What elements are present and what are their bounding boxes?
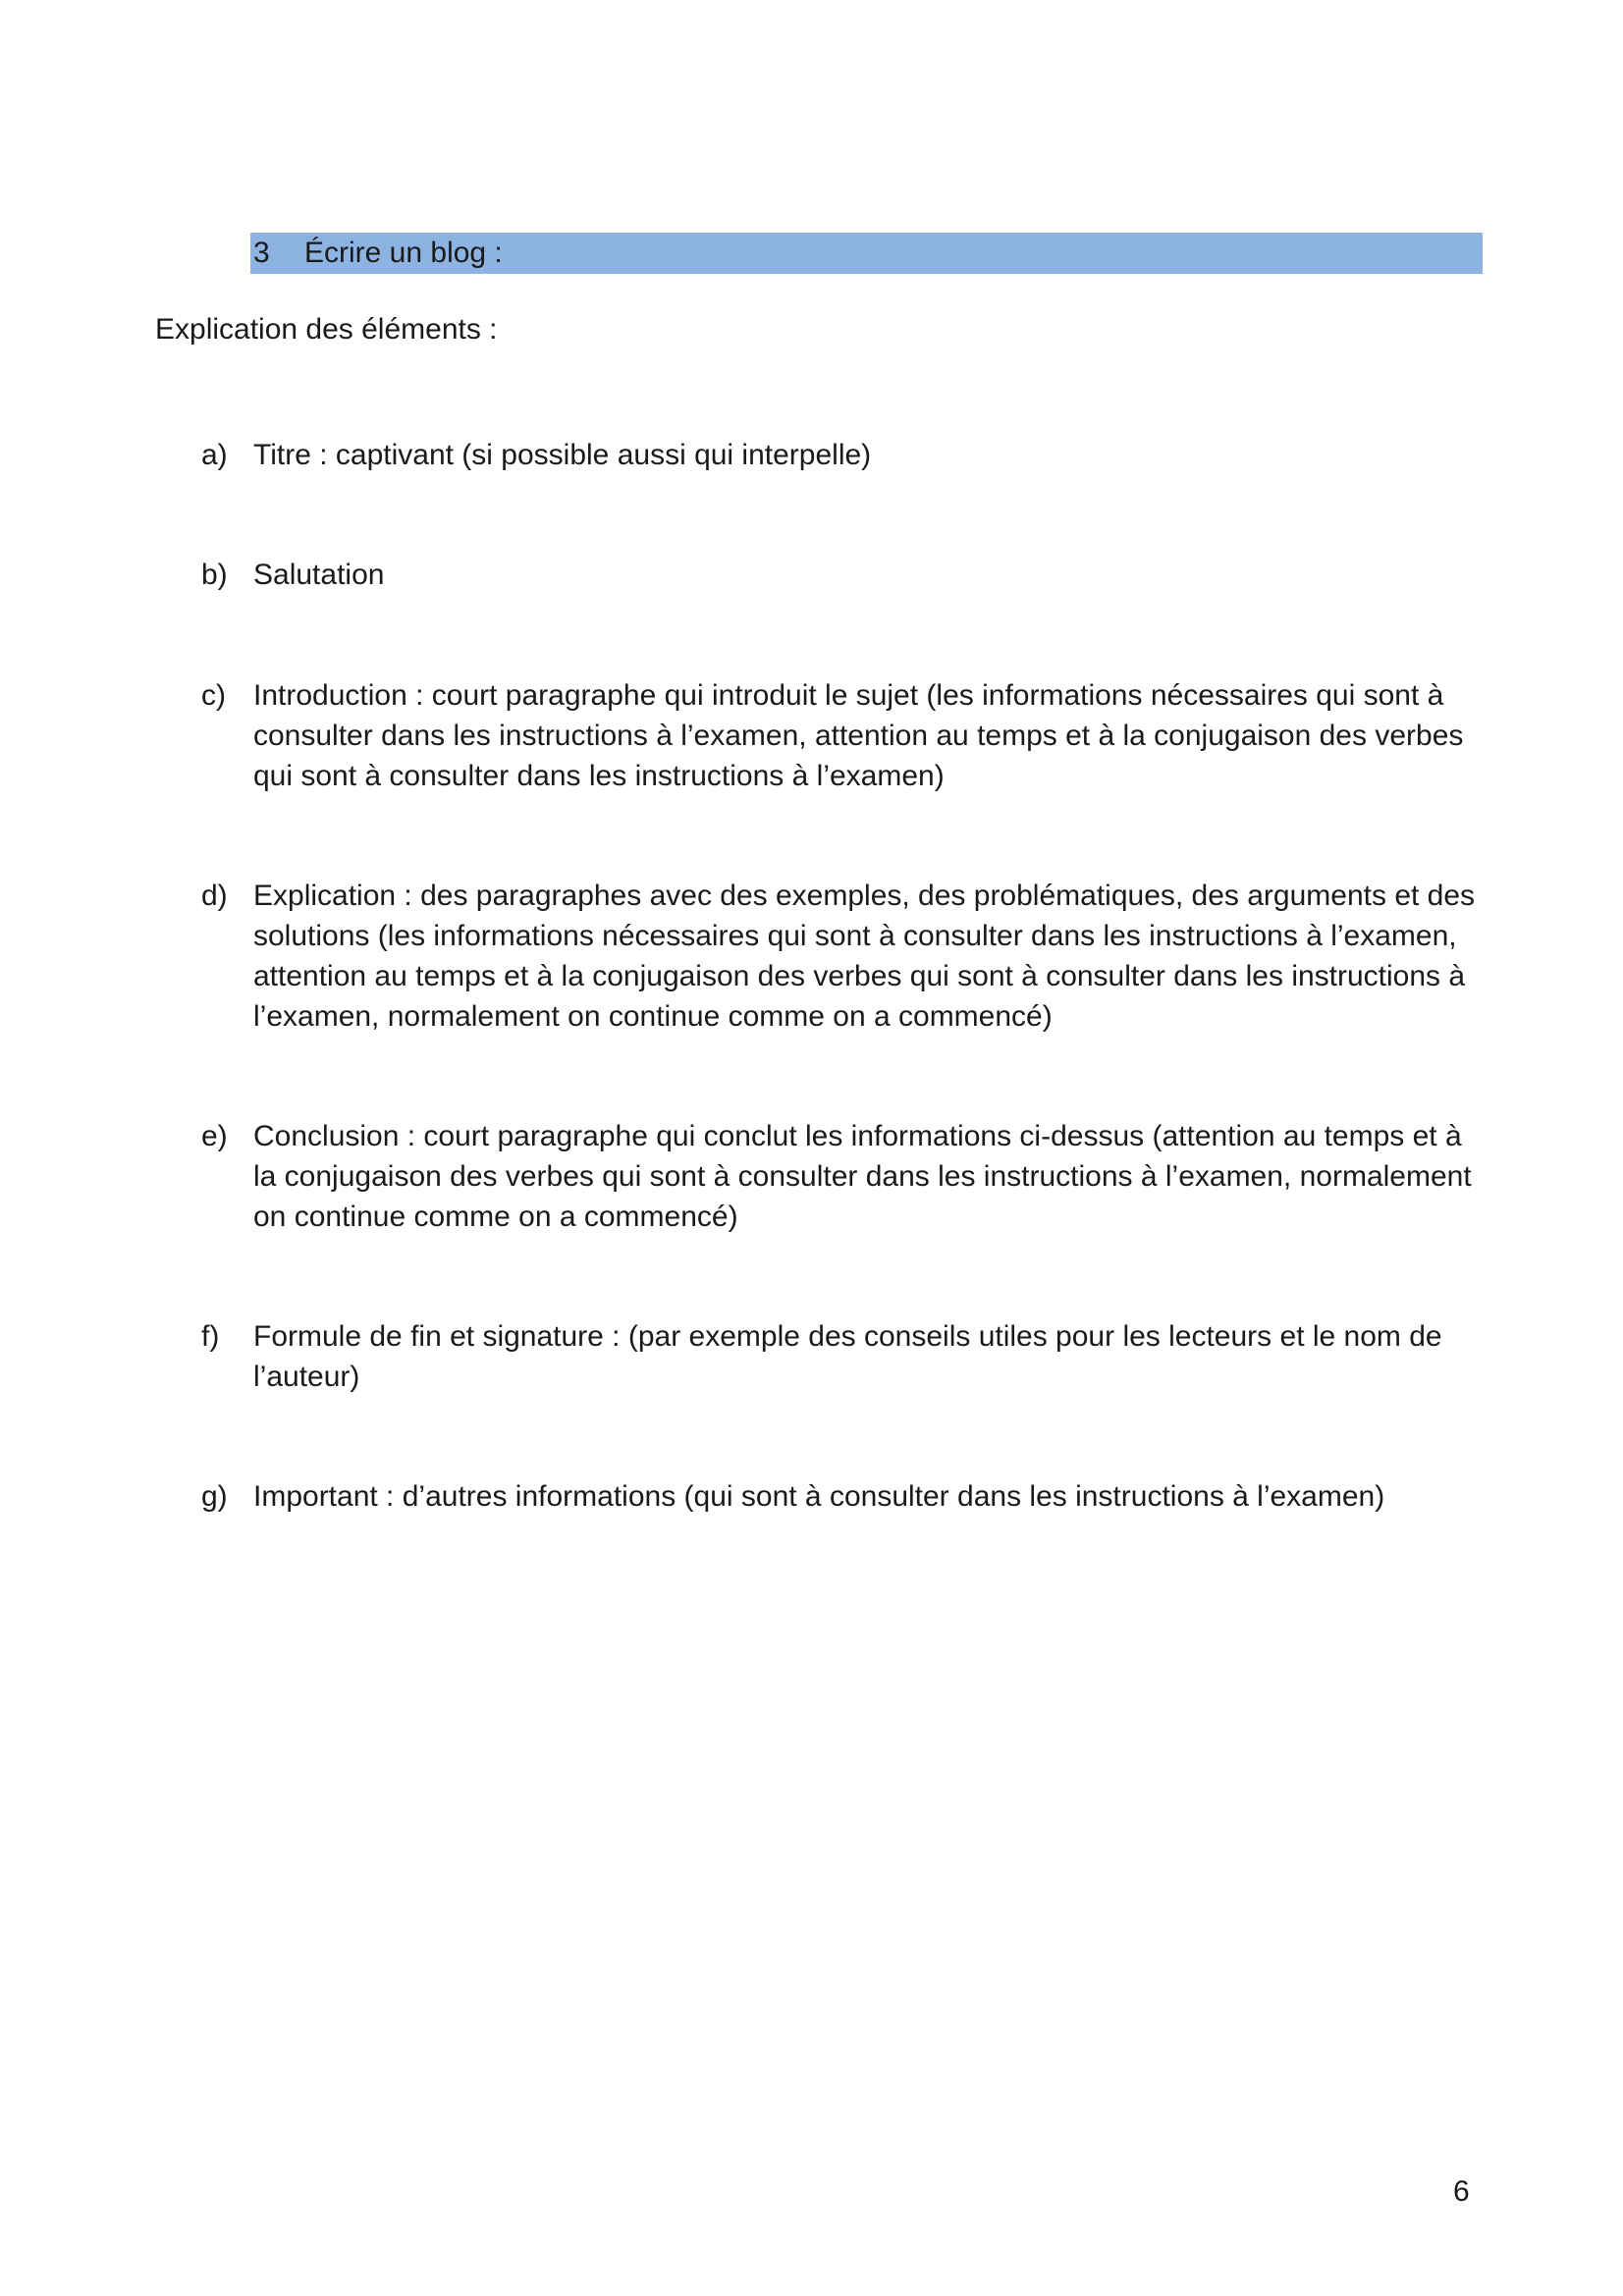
list-item-f (201, 1316, 1488, 1397)
list-item-text: Introduction : court paragraphe qui introduit le sujet (les informations nécessaires qui sont à consulter dans les instructions à l’examen, attention au temps et à la conjugaison des verbes qui sont à consulter dans les instructions à l’examen) (253, 679, 1464, 792)
list-item-text: Titre : captivant (si possible aussi qui interpelle) (253, 439, 872, 471)
list-item-letter: e) (201, 1120, 228, 1152)
list-item-a (201, 435, 1488, 475)
list-item-letter: d) (201, 880, 228, 912)
intro-label: Explication des éléments : (155, 313, 498, 346)
list-item-letter: f) (201, 1320, 220, 1353)
list-item-e (201, 1116, 1488, 1237)
section-heading (250, 233, 1483, 274)
list-item-letter: a) (201, 439, 228, 471)
list-item-d (201, 876, 1488, 1037)
list-item-letter: g) (201, 1480, 228, 1513)
list-item-text: Formule de fin et signature : (par exemple des conseils utiles pour les lecteurs et le nom de l’auteur) (253, 1320, 1442, 1393)
list-item-text: Important : d’autres informations (qui sont à consulter dans les instructions à l’examen) (253, 1480, 1385, 1513)
list-item-text: Conclusion : court paragraphe qui conclut les informations ci-dessus (attention au temps et à la conjugaison des verbes qui sont à consulter dans les instructions à l’examen, normalement on continue comme on a commencé) (253, 1120, 1472, 1233)
list-item-g (201, 1476, 1488, 1517)
section-title: Écrire un blog : (304, 237, 503, 269)
list-item-c (201, 675, 1488, 796)
list-item-text: Explication : des paragraphes avec des exemples, des problématiques, des arguments et des solutions (les informations nécessaires qui sont à consulter dans les instructions à l’examen, attention au temps et à la conjugaison des verbes qui sont à consulter dans les instructions à l’examen, normalement on continue comme on a commencé) (253, 880, 1476, 1033)
list-item-letter: b) (201, 559, 228, 591)
list-item-letter: c) (201, 679, 226, 712)
page-number: 6 (1453, 2175, 1470, 2208)
section-number: 3 (253, 237, 270, 269)
list-item-b (201, 555, 1488, 595)
list-item-text: Salutation (253, 559, 385, 591)
